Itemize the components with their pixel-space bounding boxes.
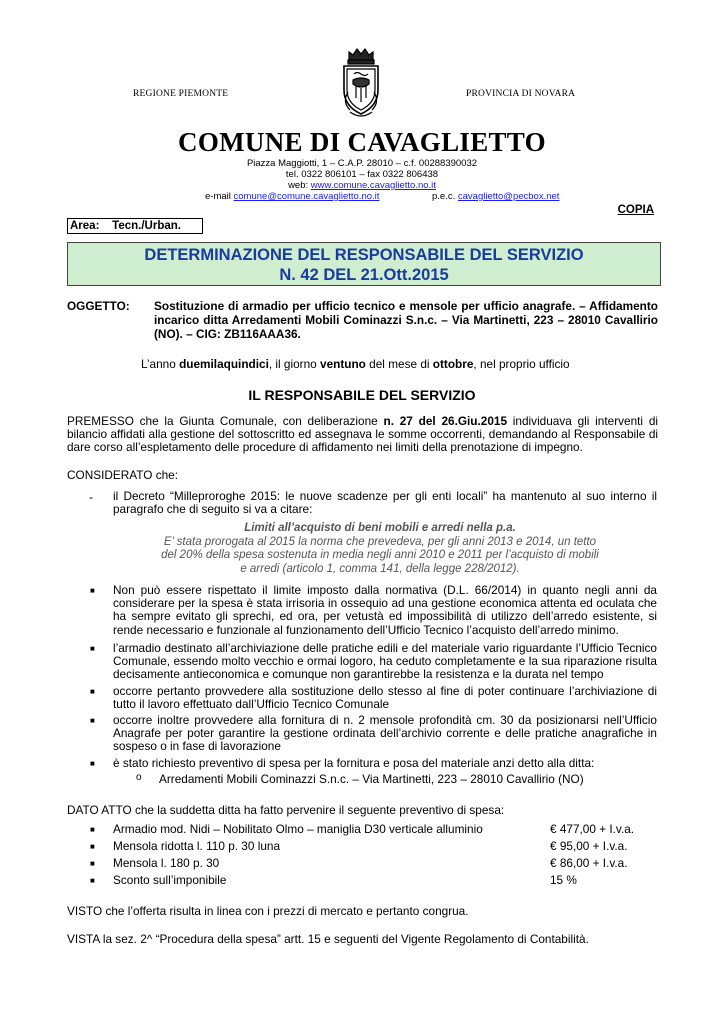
address-line: Piazza Maggiotti, 1 – C.A.P. 28010 – c.f. 00288390032	[246, 158, 478, 169]
bullet-icon: ■	[90, 825, 95, 834]
email-label: e-mail	[205, 191, 231, 202]
determination-box	[67, 242, 661, 286]
list-item: ■ occorre pertanto provvedere alla sostituzione dello stesso al fine di poter continuare l’archiviazione di tutto il lavoro effettuato dall’Ufficio Tecnico Comunale	[90, 684, 657, 712]
visto-paragraph: VISTO che l’offerta risulta in linea con i prezzi di mercato e pertanto congrua.	[67, 904, 469, 918]
citation-line: del 20% della spesa sostenuta in media negli anni 2010 e 2011 per l’acquisto di mobili	[161, 549, 599, 561]
considerato-label: CONSIDERATO che:	[67, 468, 179, 482]
citation-title: Limiti all’acquisto di beni mobili e arredi nella p.a.	[244, 522, 516, 534]
oggetto-text: Sostituzione di armadio per ufficio tecnico e mensole per ufficio anagrafe. – Affidamento incarico ditta Arredamenti Mobili Cominazzi S.n.c. – Via Martinetti, 223 – 28010 Cavallirio (NO). – CIG: ZB116AAA36.	[154, 299, 658, 341]
bullet-icon: ■	[90, 859, 95, 868]
web-label: web:	[288, 180, 309, 191]
list-item: ■ è stato richiesto preventivo di spesa per la fornitura e posa del materiale anzi detto alla ditta:	[90, 756, 595, 770]
citation-line: e arredi (articolo 1, comma 141, della legge 228/2012).	[240, 562, 520, 575]
email-link[interactable]: comune@comune.cavaglietto.no.it	[233, 191, 380, 202]
copia-label: COPIA	[617, 204, 654, 216]
province-label: PROVINCIA DI NOVARA	[466, 89, 576, 99]
list-item: ■ l’armadio destinato all’archiviazione delle pratiche edili e del materiale vario riguardante l’Ufficio Tecnico Comunale, essendo molto vecchio e ormai logoro, ha ceduto completamente e la sua riparazione risulta decisamente antieconomica e comunque non garantirebbe la resistenza e la durata nel tempo	[90, 641, 657, 682]
bullet-icon: ■	[90, 759, 95, 768]
bullet-icon: ■	[90, 842, 95, 851]
sub-item-text: Arredamenti Mobili Cominazzi S.n.c. – Via Martinetti, 223 – 28010 Cavallirio (NO)	[159, 772, 584, 786]
responsabile-heading: IL RESPONSABILE DEL SERVIZIO	[248, 387, 476, 403]
determination-number: N. 42 DEL 21.Ott.2015	[279, 266, 449, 284]
pec-label: p.e.c.	[432, 191, 456, 202]
dash-item-text: il Decreto “Milleproroghe 2015: le nuove scadenze per gli enti locali” ha mantenuto al suo interno il paragrafo che di seguito si va a citare:	[113, 489, 657, 517]
web-link[interactable]: www.comune.cavaglietto.no.it	[310, 180, 436, 191]
pec-line	[432, 191, 559, 202]
circle-bullet-icon: o	[136, 772, 142, 783]
determination-title: DETERMINAZIONE DEL RESPONSABILE DEL SERVIZIO	[144, 246, 584, 264]
premesso-paragraph: PREMESSO che la Giunta Comunale, con deliberazione n. 27 del 26.Giu.2015 individuava gli interventi di bilancio affidati alla gestione del sottoscritto ed assegnava le somme occorrenti, demandando al Responsabile di dare corso all’espletamento delle procedure di affidamento nei limiti della prenotazione di impegno.	[67, 414, 658, 455]
anno-line: L’anno duemilaquindici, il giorno ventuno del mese di ottobre, nel proprio ufficio	[141, 357, 570, 371]
list-item: ■ Non può essere rispettato il limite imposto dalla normativa (D.L. 66/2014) in quanto negli anni da considerare per la spesa è stata irrisoria in ossequio ad una gestione economica attenta ed oculata che ha sempre evitato gli sprechi, ed ora, per vetustà ed impossibilità di utilizzo dell’arredo esistente, si rende necessario e funzionale al funzionamento dell’Ufficio Tecnico l’acquisto dell’arredo minimo.	[90, 583, 657, 637]
oggetto-label: OGGETTO:	[67, 299, 130, 313]
phone-line: tel. 0322 806101 – fax 0322 806438	[285, 169, 439, 180]
citation-block	[100, 522, 660, 576]
bullet-icon: ■	[90, 687, 95, 696]
pec-link[interactable]: cavaglietto@pecbox.net	[457, 191, 560, 202]
email-line	[205, 191, 379, 202]
dato-atto-paragraph: DATO ATTO che la suddetta ditta ha fatto pervenire il seguente preventivo di spesa:	[67, 803, 505, 817]
list-item: ■ occorre inoltre provvedere alla fornitura di n. 2 mensole profondità cm. 30 da posizionarsi nell’Ufficio Anagrafe per poter garantire la gestione ordinata dell’archivio corrente e delle pratiche anagrafiche in sospeso o in fase di lavorazione	[90, 713, 657, 754]
citation-line: E’ stata prorogata al 2015 la norma che prevedeva, per gli anni 2013 e 2014, un tetto	[163, 535, 597, 548]
coat-of-arms-icon	[336, 46, 386, 122]
area-box: Area: Tecn./Urban.	[67, 218, 203, 234]
bullet-icon: ■	[90, 644, 95, 653]
web-line	[0, 180, 724, 191]
region-label: REGIONE PIEMONTE	[133, 89, 229, 99]
bullet-icon: ■	[90, 716, 95, 725]
bullet-icon: ■	[90, 876, 95, 885]
dash-marker: -	[89, 490, 93, 504]
page-title: COMUNE DI CAVAGLIETTO	[178, 127, 546, 157]
vista-paragraph: VISTA la sez. 2^ “Procedura della spesa” artt. 15 e seguenti del Vigente Regolamento di Contabilità.	[67, 932, 589, 946]
bullet-icon: ■	[90, 586, 95, 595]
